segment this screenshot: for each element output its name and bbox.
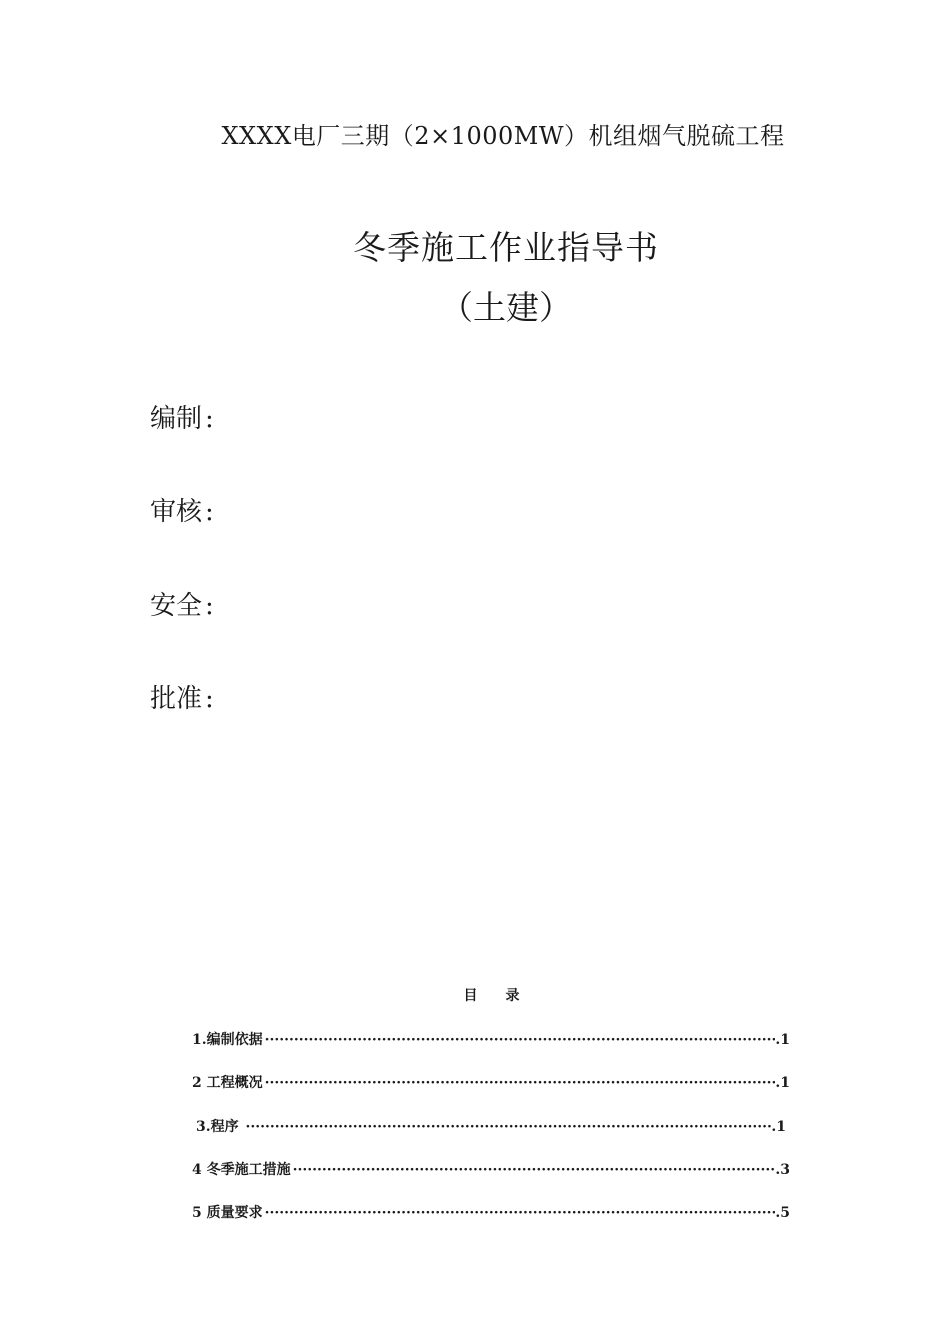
document-title: 冬季施工作业指导书 — [353, 228, 659, 267]
toc-entry-title: 4 冬季施工措施 — [192, 1162, 291, 1178]
sign-colon: : — [205, 497, 214, 527]
document-subtitle: （土建） — [440, 288, 572, 327]
sign-colon: : — [205, 404, 214, 434]
toc-leader-dots — [246, 1119, 772, 1135]
toc-entry-title: 3.程序 — [196, 1119, 244, 1135]
toc-entry[interactable] — [192, 1202, 790, 1222]
toc-entry-title: 2 工程概况 — [192, 1075, 263, 1091]
toc-entry-title: 1.编制依据 — [192, 1032, 263, 1048]
toc-entry-page: .3 — [775, 1162, 790, 1178]
toc-entry-title: 5 质量要求 — [192, 1205, 263, 1221]
sign-label-compiled: 编制 — [150, 404, 203, 434]
toc-entry-page: .5 — [775, 1205, 790, 1221]
sign-label-approved: 批准 — [150, 684, 203, 714]
toc-entry-page: .1 — [775, 1075, 790, 1091]
toc-heading-right: 录 — [505, 988, 520, 1004]
toc-leader-dots — [293, 1162, 776, 1178]
project-title: XXXX电厂三期（2×1000MW）机组烟气脱硫工程 — [221, 122, 785, 150]
toc-entry[interactable] — [196, 1116, 786, 1136]
sign-label-safety: 安全 — [150, 591, 203, 621]
sign-field-reviewed — [150, 491, 214, 528]
toc-heading-left: 目 — [463, 988, 478, 1004]
sign-colon: : — [205, 591, 214, 621]
toc-entry[interactable] — [192, 1072, 790, 1092]
sign-field-safety — [150, 585, 214, 622]
toc-leader-dots — [265, 1032, 776, 1048]
sign-label-reviewed: 审核 — [150, 497, 203, 527]
toc-entry-page: .1 — [775, 1032, 790, 1048]
toc-entry[interactable] — [192, 1159, 790, 1179]
toc-leader-dots — [265, 1075, 776, 1091]
toc-heading — [0, 985, 950, 1005]
sign-field-compiled — [150, 398, 214, 435]
sign-field-approved — [150, 678, 214, 715]
sign-colon: : — [205, 684, 214, 714]
toc-entry[interactable] — [192, 1029, 790, 1049]
toc-leader-dots — [265, 1205, 776, 1221]
toc-entry-page: .1 — [771, 1119, 786, 1135]
